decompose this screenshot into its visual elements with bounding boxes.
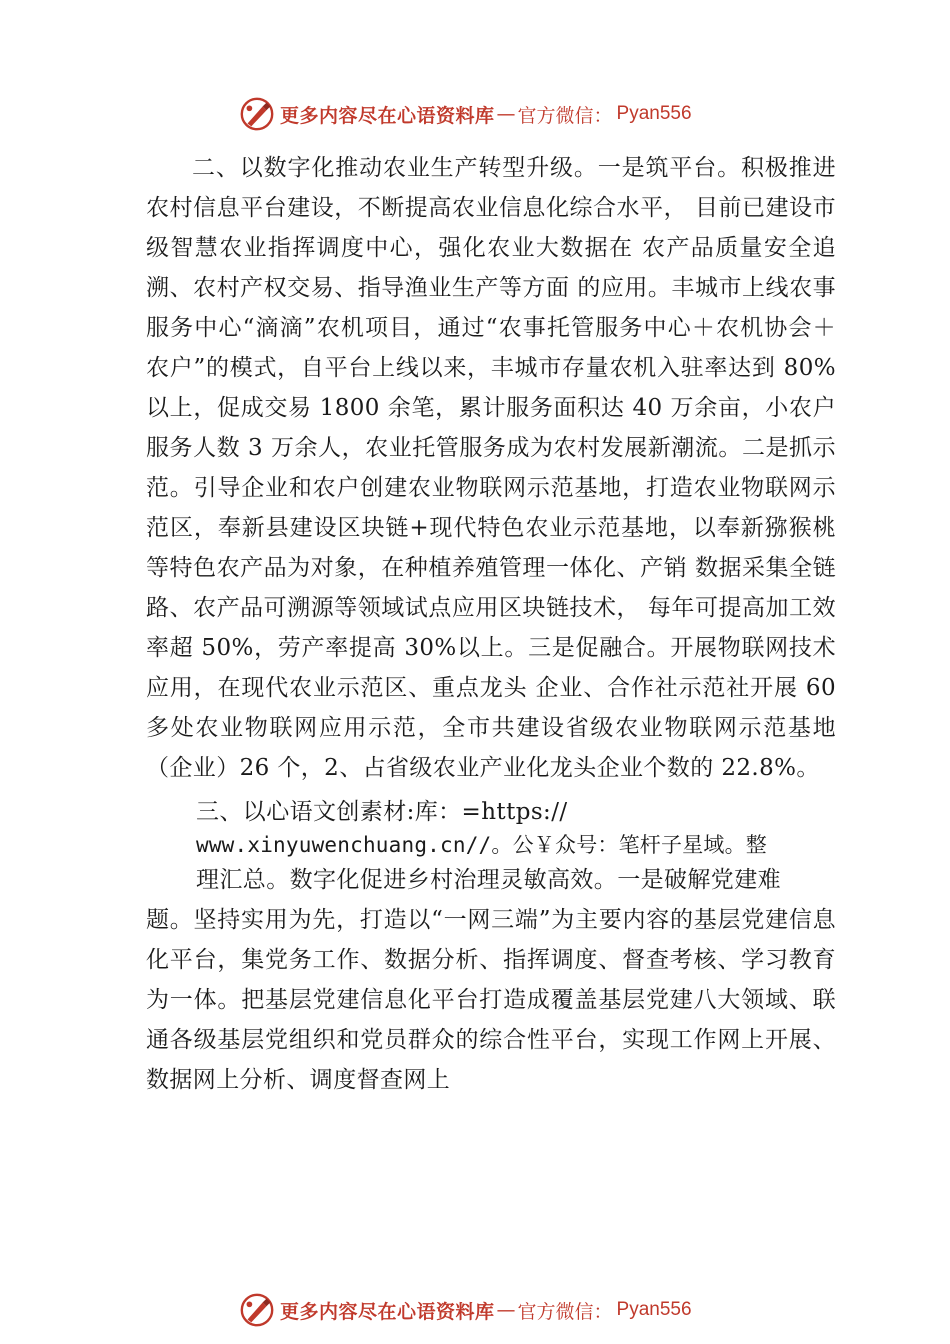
- header-banner-content: [238, 94, 692, 134]
- section-three-line2: www.xinyuwenchuang.cn//。公￥众号：笔杆子星域。整: [196, 833, 767, 857]
- pen-logo-icon: [238, 95, 276, 133]
- footer-banner-wechat-id: Pyan556: [616, 1299, 692, 1320]
- header-banner-wechat-label: 官方微信：: [517, 104, 613, 127]
- section-three-continuation: 题。坚持实用为先，打造以“一网三端”为主要内容的基层党建信息化平台，集党务工作、数据分析、指挥调度、督查考核、学习教育为一体。把基层党建信息化平台打造成覆盖基层党建八大领域、联通各级基层党组织和党员群众的综合性平台，实现工作网上开展、数据网上分析、调度督查网上: [146, 907, 836, 1093]
- footer-banner-content: [238, 1290, 692, 1330]
- footer-banner-title: 更多内容尽在心语资料库: [280, 1300, 495, 1323]
- header-banner-separator: —: [496, 103, 516, 125]
- section-three-line1: 三、以心语文创素材:库：=https://: [196, 799, 568, 825]
- section-two-paragraph: 二、以数字化推动农业生产转型升级。一是筑平台。积极推进农村信息平台建设，不断提高农业信息化综合水平， 目前已建设市级智慧农业指挥调度中心，强化农业大数据在 农产品质量安全追溯、农村产权交易、指导渔业生产等方面 的应用。丰城市上线农事服务中心“滴滴”农机项目，通过“农事托管服务中心＋农机协会＋农户”的模式，自平台上线以来，丰城市存量农机入驻率达到 80%以上，促成交易 1800 余笔，累计服务面积达 40 万余亩，小农户服务人数 3 万余人，农业托管服务成为农村发展新潮流。二是抓示范。引导企业和农户创建农业物联网示范基地，打造农业物联网示范区，奉新县建设区块链+现代特色农业示范基地，以奉新猕猴桃等特色农产品为对象，在种植养殖管理一体化、产销 数据采集全链路、农产品可溯源等领域试点应用区块链技术， 每年可提高加工效率超 50%，劳产率提高 30%以上。三是促融合。开展物联网技术应用，在现代农业示范区、重点龙头 企业、合作社示范社开展 60 多处农业物联网应用示范，全市共建设省级农业物联网示范基地（企业）26 个，2、占省级农业产业化龙头企业个数的 22.8%。: [146, 155, 836, 781]
- header-banner-title: 更多内容尽在心语资料库: [280, 104, 495, 127]
- footer-banner-separator: —: [496, 1299, 516, 1321]
- pen-logo-icon: [238, 1291, 276, 1329]
- footer-banner-wechat-label: 官方微信：: [517, 1300, 613, 1323]
- header-banner: [0, 94, 950, 134]
- document-body: [146, 148, 836, 1100]
- header-banner-wechat-id: Pyan556: [616, 103, 692, 124]
- section-three-line3: 理汇总。数字化促进乡村治理灵敏高效。一是破解党建难: [196, 867, 781, 893]
- footer-banner: [0, 1290, 950, 1330]
